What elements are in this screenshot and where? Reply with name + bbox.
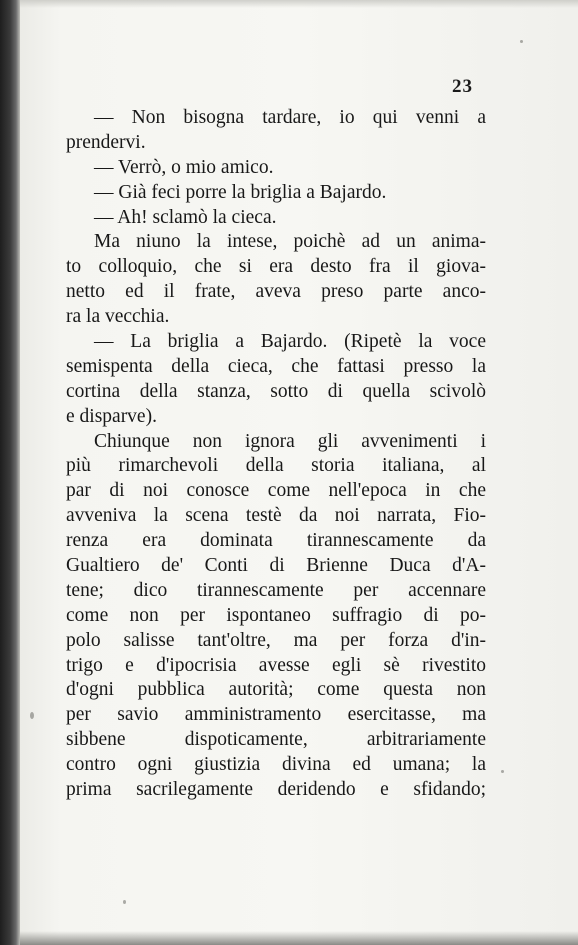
text-line: trigo e d'ipocrisia avesse egli sè rivestito bbox=[66, 654, 486, 676]
page-top-edge bbox=[20, 0, 578, 8]
text-line: contro ogni giustizia divina ed umana; la bbox=[66, 754, 486, 776]
text-line: come non per ispontaneo suffragio di po- bbox=[66, 604, 486, 626]
text-line: e disparve). bbox=[66, 405, 157, 427]
text-line: — La briglia a Bajardo. (Ripetè la voce bbox=[94, 331, 486, 353]
text-line: prima sacrilegamente deridendo e sfidando; bbox=[66, 779, 486, 801]
text-line: tene; dico tirannescamente per accennare bbox=[66, 579, 486, 601]
text-line: — Ah! sclamò la cieca. bbox=[94, 206, 277, 228]
text-line: semispenta della cieca, che fattasi presso la bbox=[66, 355, 486, 377]
text-line: per savio amministramento esercitasse, ma bbox=[66, 704, 486, 726]
text-line: d'ogni pubblica autorità; come questa non bbox=[66, 679, 486, 701]
text-line: prendervi. bbox=[66, 131, 146, 153]
page-binding-edge bbox=[0, 0, 20, 945]
page-number: 23 bbox=[452, 76, 473, 97]
paper-speck bbox=[30, 712, 34, 719]
text-line: — Verrò, o mio amico. bbox=[94, 156, 274, 178]
text-line: sibbene dispoticamente, arbitrariamente bbox=[66, 729, 486, 751]
text-line: polo salisse tant'oltre, ma per forza d'in- bbox=[66, 629, 486, 651]
text-line: Chiunque non ignora gli avvenimenti i bbox=[94, 430, 486, 452]
paper-speck bbox=[520, 40, 523, 43]
text-line: cortina della stanza, sotto di quella scivolò bbox=[66, 380, 486, 402]
text-line: più rimarchevoli della storia italiana, al bbox=[66, 455, 486, 477]
text-line: — Non bisogna tardare, io qui venni a bbox=[94, 107, 486, 128]
paper-speck bbox=[501, 770, 504, 773]
body-text bbox=[66, 106, 486, 803]
text-line: par di noi conosce come nell'epoca in che bbox=[66, 480, 486, 502]
text-line: Ma niuno la intese, poichè ad un anima- bbox=[94, 231, 486, 253]
paper-speck bbox=[123, 900, 126, 904]
text-line: ra la vecchia. bbox=[66, 306, 170, 328]
text-line: netto ed il frate, aveva preso parte anco- bbox=[66, 281, 486, 303]
text-line: to colloquio, che si era desto fra il giova- bbox=[66, 256, 486, 278]
page-bottom-edge bbox=[20, 931, 578, 945]
text-line: avveniva la scena testè da noi narrata, Fio- bbox=[66, 505, 486, 527]
text-line: Gualtiero de' Conti di Brienne Duca d'A- bbox=[66, 555, 486, 577]
text-line: — Già feci porre la briglia a Bajardo. bbox=[94, 181, 387, 203]
text-line: renza era dominata tirannescamente da bbox=[66, 530, 486, 552]
